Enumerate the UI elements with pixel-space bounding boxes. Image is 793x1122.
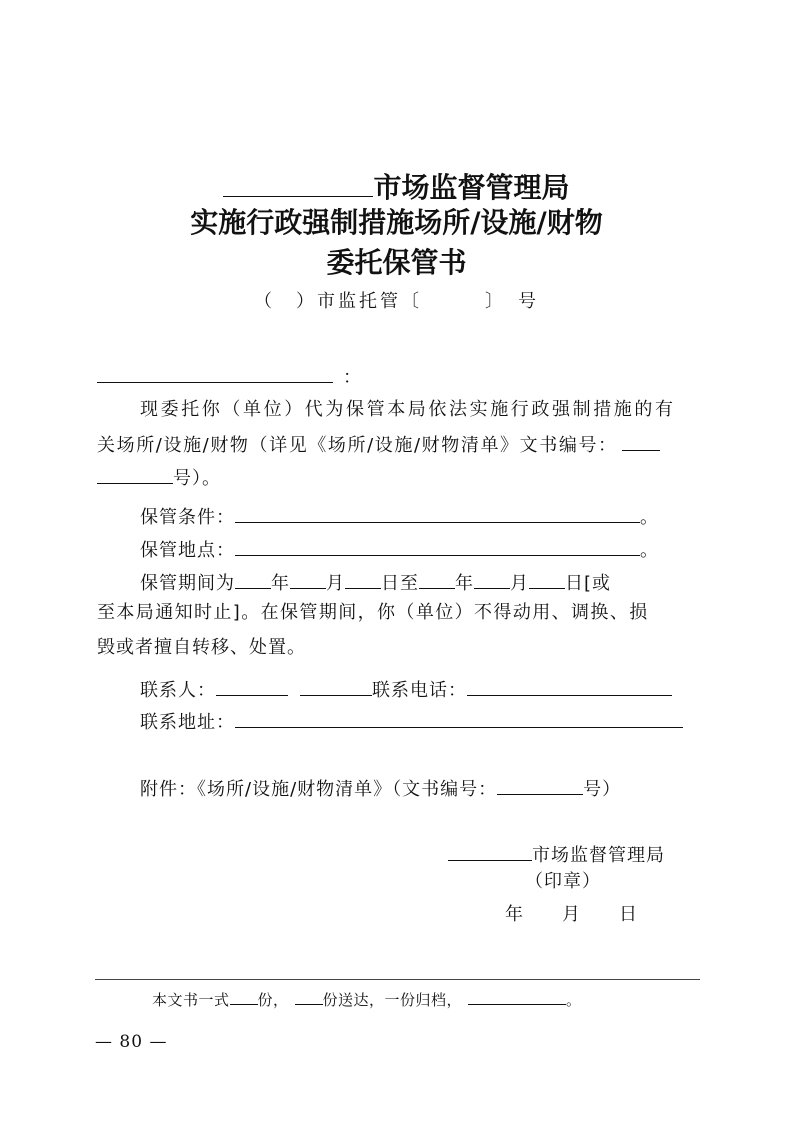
blank-attachment-no <box>497 774 583 795</box>
blank-contact-2 <box>300 675 372 696</box>
para1-c <box>97 463 221 491</box>
signature-org <box>448 840 665 868</box>
para1-b <box>97 430 660 458</box>
text: 号）。 <box>173 468 221 489</box>
period: 。 <box>640 540 659 561</box>
t: 年 <box>271 573 290 594</box>
label: 联系电话： <box>372 680 467 701</box>
title-line-2: 实施行政强制措施场所/设施/财物 <box>190 206 603 239</box>
colon: ： <box>343 367 362 388</box>
blank <box>419 568 455 589</box>
t: 年 <box>455 573 474 594</box>
blank <box>468 988 566 1005</box>
footer-divider <box>95 979 700 980</box>
contact-line <box>140 675 672 703</box>
place-line <box>140 535 659 563</box>
t: 日至 <box>381 573 419 594</box>
t: 本文书一式 <box>152 991 230 1009</box>
blank <box>230 988 258 1005</box>
text: 附件：《场所/设施/财物清单》（文书编号： <box>140 779 498 800</box>
address-line <box>140 707 683 735</box>
t: 月 <box>510 573 529 594</box>
attachment-line <box>140 774 621 802</box>
blank <box>235 568 271 589</box>
t: 份， <box>257 991 289 1009</box>
title-line-1 <box>0 168 793 205</box>
signature-seal: （印章） <box>525 871 601 892</box>
t: 月 <box>326 573 345 594</box>
blank-recipient <box>97 362 333 383</box>
blank-contact-1 <box>216 675 288 696</box>
text: 市场监督管理局 <box>532 845 665 866</box>
blank <box>474 568 510 589</box>
text: 号） <box>583 779 622 800</box>
recipient-line <box>97 362 362 390</box>
label: 联系人： <box>140 680 216 701</box>
text: 关场所/设施/财物（详见《场所/设施/财物清单》文书编号： <box>97 435 618 456</box>
t: 份送达，一份归档， <box>322 991 463 1009</box>
footer-note <box>152 988 582 1012</box>
term-c: 至本局通知时止]。在保管期间，你（单位）不得动用、调换、损 <box>97 602 649 623</box>
blank-org <box>448 840 532 861</box>
term-line <box>140 568 611 596</box>
blank-place <box>235 535 640 556</box>
condition-line <box>140 502 659 530</box>
t: [或 <box>584 573 612 594</box>
blank-address <box>235 707 683 728</box>
blank-condition <box>235 502 640 523</box>
blank <box>290 568 326 589</box>
blank-docno <box>622 430 660 451</box>
para1-a: 现委托你（单位）代为保管本局依法实施行政强制措施的有 <box>140 399 676 420</box>
doc-number: （ ）市监托管〔 〕 号 <box>254 291 539 312</box>
blank-phone <box>467 675 672 696</box>
page-number: — 80 — <box>95 1032 168 1052</box>
period: 。 <box>640 507 659 528</box>
blank-bureau <box>223 168 373 197</box>
blank-docno-cont <box>97 463 173 484</box>
label: 保管条件： <box>140 507 235 528</box>
signature-date: 年 月 日 <box>505 904 638 925</box>
blank <box>345 568 381 589</box>
title-text: 市场监督管理局 <box>373 171 570 204</box>
blank <box>295 988 323 1005</box>
title-line-3: 委托保管书 <box>326 246 467 279</box>
label: 保管期间为 <box>140 573 235 594</box>
label: 联系地址： <box>140 712 235 733</box>
t: 日 <box>565 573 584 594</box>
term-d: 毁或者擅自转移、处置。 <box>97 637 306 658</box>
label: 保管地点： <box>140 540 235 561</box>
t: 。 <box>566 991 582 1009</box>
blank <box>529 568 565 589</box>
